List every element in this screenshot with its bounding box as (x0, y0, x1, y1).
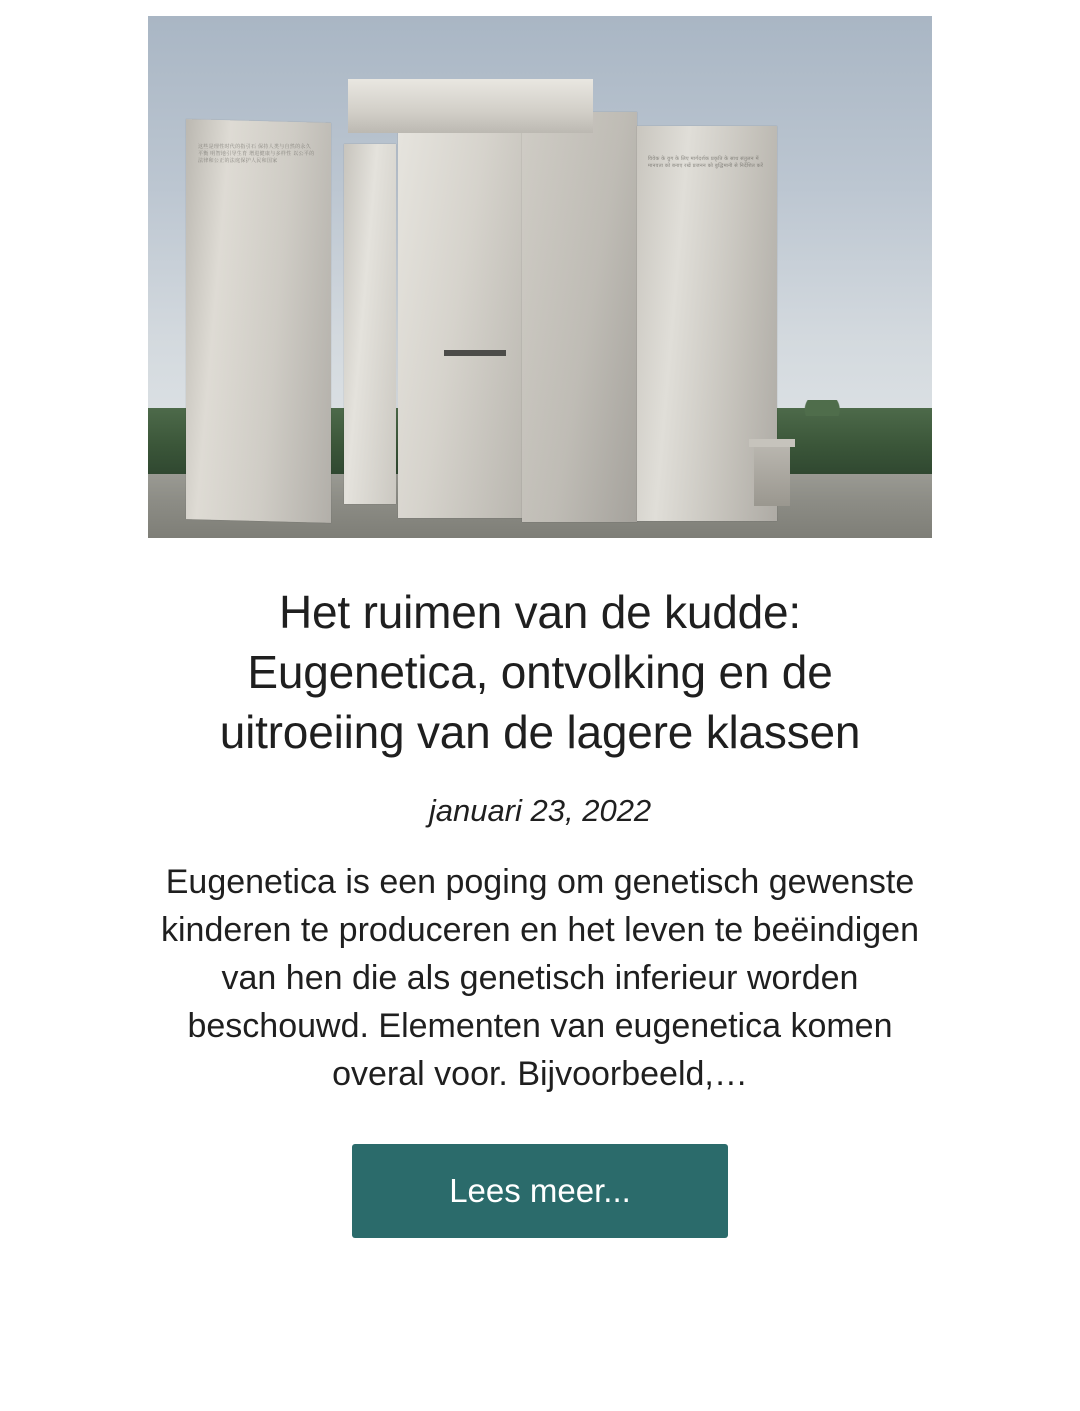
post-date: januari 23, 2022 (428, 793, 652, 828)
engraving-text-right: विवेक के युग के लिए मार्गदर्शक प्रकृति के साथ संतुलन में मानवता को बनाए रखें प्रजनन को बुद्धिमानी से निर्देशित करें (648, 156, 764, 169)
page-top-spacer (0, 0, 1080, 16)
post-excerpt: Eugenetica is een poging om genetisch gewenste kinderen te produceren en het leven te beëindigen van hen die als genetisch inferieur worden beschouwd. Elementen van eugenetica komen overal voor. Bijvoorbeeld,… (160, 863, 919, 1093)
granite-capstone (348, 79, 593, 133)
explanatory-plaque (754, 446, 790, 506)
engraving-text-left: 这些是理性时代的指引石 保持人类与自然的永久平衡 明智地引导生育 增进健康与多样性 以公平的法律和公正的法庭保护人民和国家 (198, 144, 315, 164)
granite-slab-left (186, 119, 331, 523)
granite-slab-inner-left (344, 144, 396, 504)
read-more-button[interactable]: Lees meer... (352, 1144, 728, 1238)
featured-image[interactable] (148, 16, 932, 538)
article-card (148, 16, 932, 1238)
metal-bar (444, 350, 506, 356)
read-more-container (148, 1144, 932, 1238)
post-title[interactable]: Het ruimen van de kudde: Eugenetica, ontvolking en de uitroeiing van de lagere klassen (219, 586, 861, 758)
granite-slab-center (398, 128, 528, 518)
granite-slab-center-right (522, 112, 637, 522)
